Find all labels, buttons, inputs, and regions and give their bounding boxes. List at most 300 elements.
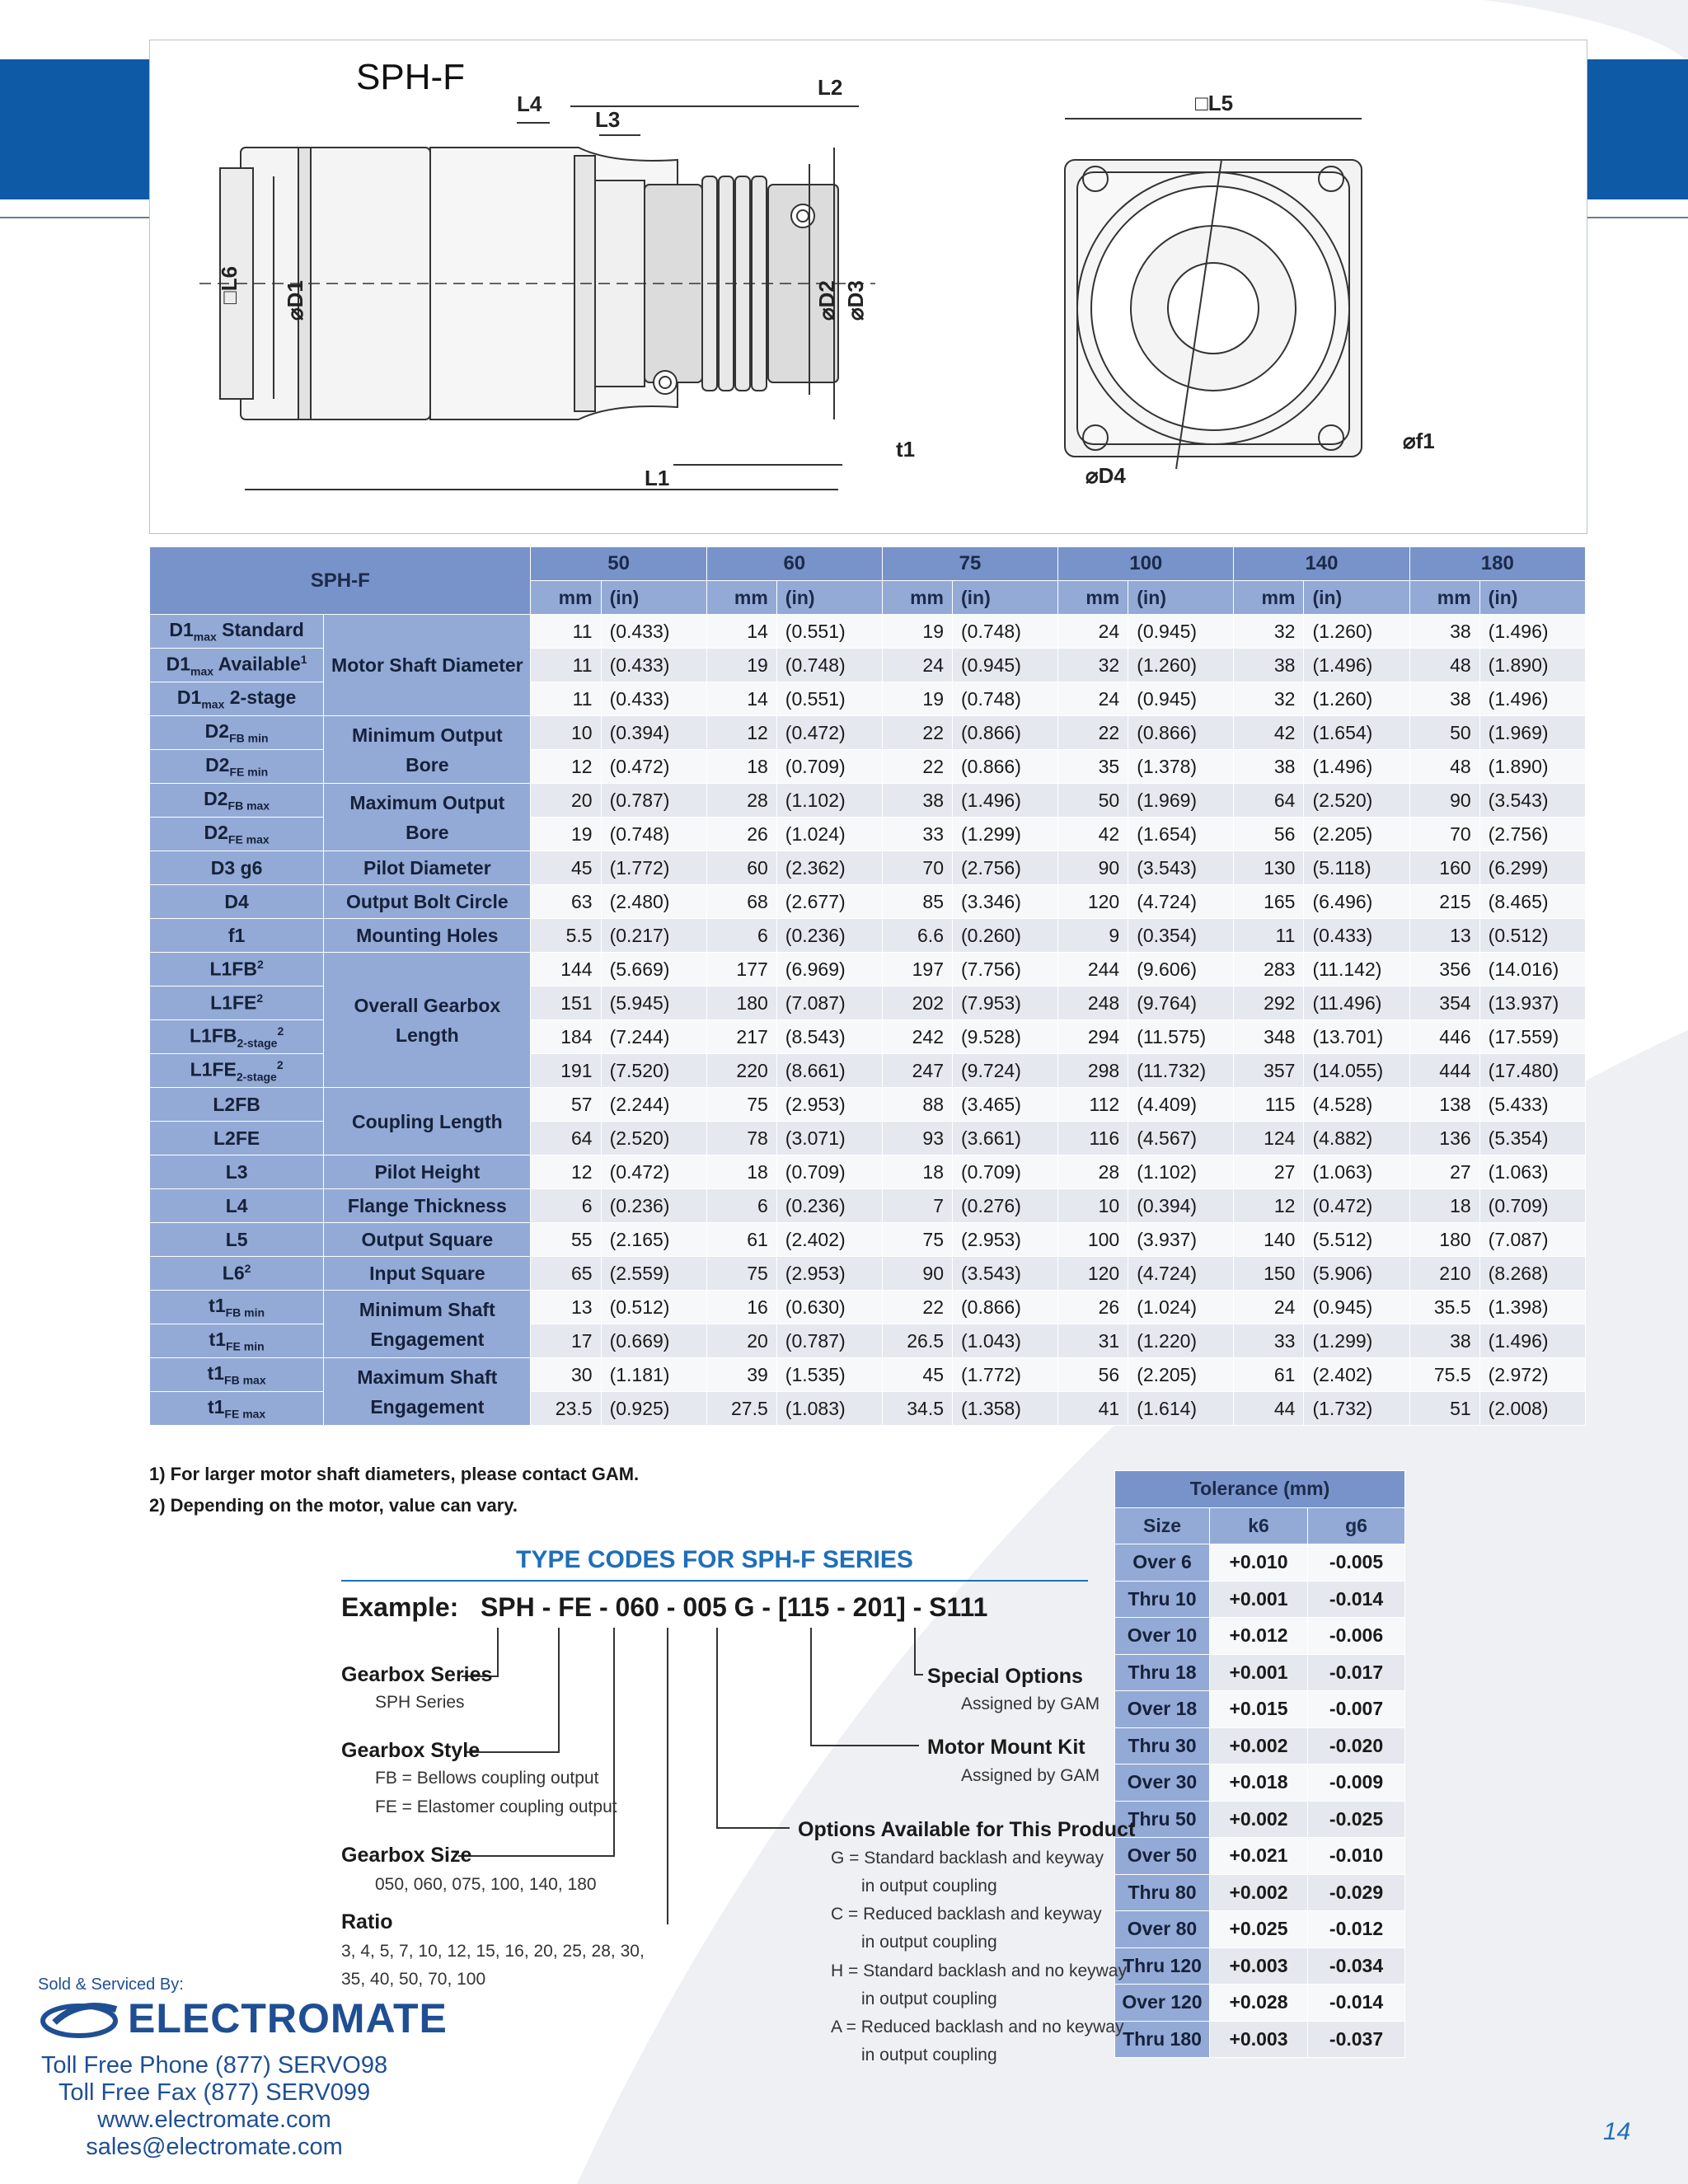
tolerance-k6: +0.002 — [1210, 1874, 1308, 1911]
option-c: C = Reduced backlash and keyway — [831, 1905, 1102, 1924]
value-mm: 38 — [1409, 615, 1479, 649]
value-in: (11.575) — [1128, 1020, 1234, 1054]
value-in: (1.772) — [953, 1358, 1058, 1392]
value-mm: 38 — [1234, 649, 1304, 682]
value-in: (1.496) — [1479, 615, 1585, 649]
value-in: (7.520) — [601, 1054, 706, 1088]
value-mm: 14 — [706, 615, 776, 649]
tolerance-g6: -0.010 — [1308, 1838, 1405, 1875]
param-code-subscript: FB min — [229, 731, 269, 745]
value-mm: 70 — [882, 851, 952, 885]
value-in: (0.276) — [953, 1189, 1058, 1223]
tolerance-size: Over 18 — [1115, 1691, 1210, 1728]
value-mm: 35.5 — [1409, 1291, 1479, 1324]
value-in: (8.543) — [776, 1020, 882, 1054]
ratio-label: Ratio — [341, 1910, 393, 1933]
value-mm: 9 — [1058, 919, 1128, 953]
value-in: (2.756) — [1479, 818, 1585, 851]
value-in: (3.543) — [1479, 784, 1585, 818]
value-mm: 41 — [1058, 1392, 1128, 1426]
value-in: (0.433) — [601, 682, 706, 716]
value-in: (1.772) — [601, 851, 706, 885]
value-in: (0.630) — [776, 1291, 882, 1324]
value-in: (0.866) — [953, 716, 1058, 750]
website-link[interactable]: www.electromate.com — [97, 2107, 331, 2133]
value-in: (5.669) — [601, 953, 706, 987]
value-in: (2.953) — [953, 1223, 1058, 1257]
value-in: (1.890) — [1479, 649, 1585, 682]
param-code-main: L4 — [225, 1194, 248, 1216]
value-mm: 35 — [1058, 750, 1128, 784]
value-in: (17.480) — [1479, 1054, 1585, 1088]
value-mm: 45 — [882, 1358, 952, 1392]
value-in: (2.972) — [1479, 1358, 1585, 1392]
value-in: (1.654) — [1304, 716, 1409, 750]
value-in: (0.945) — [1128, 615, 1234, 649]
value-in: (0.260) — [953, 919, 1058, 953]
value-mm: 48 — [1409, 750, 1479, 784]
value-in: (8.268) — [1479, 1257, 1585, 1291]
value-in: (0.551) — [776, 682, 882, 716]
toll-free-fax[interactable]: Toll Free Fax (877) SERV099 — [58, 2079, 371, 2106]
value-mm: 11 — [531, 615, 601, 649]
value-in: (0.394) — [601, 716, 706, 750]
value-mm: 248 — [1058, 987, 1128, 1020]
gearbox-series-label: Gearbox Series — [341, 1663, 493, 1686]
tolerance-k6: +0.010 — [1210, 1544, 1308, 1582]
value-in: (6.496) — [1304, 885, 1409, 919]
size-header: 180 — [1409, 547, 1585, 581]
value-in: (0.748) — [953, 682, 1058, 716]
value-mm: 138 — [1409, 1088, 1479, 1122]
value-mm: 75 — [882, 1223, 952, 1257]
value-mm: 247 — [882, 1054, 952, 1088]
value-mm: 42 — [1234, 716, 1304, 750]
value-mm: 30 — [531, 1358, 601, 1392]
value-mm: 202 — [882, 987, 952, 1020]
option-g-cont: in output coupling — [861, 1877, 997, 1896]
value-in: (14.055) — [1304, 1054, 1409, 1088]
tolerance-size: Over 120 — [1115, 1985, 1210, 2022]
value-mm: 33 — [1234, 1324, 1304, 1358]
value-in: (1.024) — [776, 818, 882, 851]
param-code-subscript: max — [201, 697, 225, 711]
value-mm: 19 — [882, 682, 952, 716]
value-mm: 220 — [706, 1054, 776, 1088]
value-in: (1.299) — [953, 818, 1058, 851]
value-in: (0.236) — [776, 919, 882, 953]
value-mm: 24 — [1234, 1291, 1304, 1324]
value-mm: 180 — [1409, 1223, 1479, 1257]
tolerance-g6: -0.009 — [1308, 1765, 1405, 1802]
param-description: Pilot Height — [324, 1155, 531, 1189]
value-mm: 160 — [1409, 851, 1479, 885]
gearbox-size-sub: 050, 060, 075, 100, 140, 180 — [375, 1875, 597, 1894]
value-mm: 6 — [706, 919, 776, 953]
value-mm: 24 — [1058, 682, 1128, 716]
email-link[interactable]: sales@electromate.com — [86, 2134, 343, 2160]
value-mm: 16 — [706, 1291, 776, 1324]
value-mm: 20 — [706, 1324, 776, 1358]
param-description: Overall Gearbox Length — [324, 953, 531, 1088]
ratio-values-1: 3, 4, 5, 7, 10, 12, 15, 16, 20, 25, 28, 30, — [341, 1942, 645, 1961]
param-description: Minimum Shaft Engagement — [324, 1291, 531, 1358]
value-mm: 244 — [1058, 953, 1128, 987]
param-code-main: L6 — [222, 1262, 245, 1284]
value-in: (1.398) — [1479, 1291, 1585, 1324]
value-mm: 7 — [882, 1189, 952, 1223]
value-mm: 116 — [1058, 1122, 1128, 1155]
value-mm: 26 — [1058, 1291, 1128, 1324]
value-mm: 210 — [1409, 1257, 1479, 1291]
toll-free-phone: Toll Free Phone (877) SERVO98 — [40, 2052, 388, 2079]
tolerance-size: Thru 10 — [1115, 1581, 1210, 1618]
value-mm: 60 — [706, 851, 776, 885]
param-description: Output Bolt Circle — [324, 885, 531, 919]
value-mm: 13 — [531, 1291, 601, 1324]
value-mm: 90 — [1409, 784, 1479, 818]
tolerance-size: Thru 18 — [1115, 1654, 1210, 1691]
param-code-main: L1FB — [189, 1024, 237, 1047]
dim-L2: L2 — [818, 75, 843, 100]
value-in: (0.787) — [776, 1324, 882, 1358]
value-mm: 217 — [706, 1020, 776, 1054]
tolerance-size: Thru 120 — [1115, 1947, 1210, 1985]
value-in: (2.244) — [601, 1088, 706, 1122]
example-code: SPH - FE - 060 - 005 G - [115 - 201] - S111 — [480, 1592, 988, 1622]
value-in: (7.953) — [953, 987, 1058, 1020]
tolerance-k6: +0.002 — [1210, 1801, 1308, 1838]
value-in: (1.969) — [1479, 716, 1585, 750]
tolerance-k6: +0.003 — [1210, 2021, 1308, 2058]
dim-f1: ⌀f1 — [1403, 429, 1435, 453]
value-mm: 70 — [1409, 818, 1479, 851]
value-in: (9.724) — [953, 1054, 1058, 1088]
value-in: (0.433) — [601, 615, 706, 649]
unit-in-header: (in) — [1479, 581, 1585, 615]
param-code-main: D2 — [204, 822, 228, 844]
param-code-subscript: 2-stage — [237, 1036, 278, 1050]
tolerance-g6: -0.017 — [1308, 1654, 1405, 1691]
value-mm: 18 — [882, 1155, 952, 1189]
value-in: (0.925) — [601, 1392, 706, 1426]
value-in: (2.205) — [1128, 1358, 1234, 1392]
param-code-main: D2 — [204, 720, 230, 743]
value-in: (11.142) — [1304, 953, 1409, 987]
param-description: Minimum Output Bore — [324, 716, 531, 784]
value-in: (5.433) — [1479, 1088, 1585, 1122]
gearbox-series-sub: SPH Series — [375, 1693, 465, 1712]
value-in: (6.299) — [1479, 851, 1585, 885]
value-in: (7.087) — [1479, 1223, 1585, 1257]
value-in: (3.937) — [1128, 1223, 1234, 1257]
sold-by-label: Sold & Serviced By: — [38, 1975, 184, 1994]
tolerance-k6: +0.015 — [1210, 1691, 1308, 1728]
tolerance-title: Tolerance (mm) — [1115, 1471, 1405, 1508]
value-in: (2.402) — [1304, 1358, 1409, 1392]
param-code-subscript: 2-stage — [236, 1070, 277, 1084]
param-code-main: t1 — [207, 1362, 225, 1385]
value-mm: 57 — [531, 1088, 601, 1122]
value-mm: 180 — [706, 987, 776, 1020]
value-mm: 191 — [531, 1054, 601, 1088]
value-in: (0.748) — [776, 649, 882, 682]
value-mm: 93 — [882, 1122, 952, 1155]
value-in: (1.260) — [1304, 682, 1409, 716]
value-in: (8.661) — [776, 1054, 882, 1088]
value-in: (0.709) — [953, 1155, 1058, 1189]
param-description: Coupling Length — [324, 1088, 531, 1155]
tolerance-g6: -0.037 — [1308, 2021, 1405, 2058]
value-mm: 357 — [1234, 1054, 1304, 1088]
tolerance-k6: +0.025 — [1210, 1911, 1308, 1948]
param-description: Output Square — [324, 1223, 531, 1257]
value-mm: 55 — [531, 1223, 601, 1257]
value-mm: 13 — [1409, 919, 1479, 953]
value-mm: 61 — [706, 1223, 776, 1257]
value-mm: 444 — [1409, 1054, 1479, 1088]
param-code-footnote: 2 — [244, 1262, 251, 1276]
param-code-subscript: FE max — [224, 1407, 266, 1421]
value-in: (1.024) — [1128, 1291, 1234, 1324]
unit-mm-header: mm — [882, 581, 952, 615]
value-mm: 112 — [1058, 1088, 1128, 1122]
footnote-1: 1) For larger motor shaft diameters, please contact GAM. — [149, 1464, 640, 1484]
value-mm: 20 — [531, 784, 601, 818]
value-mm: 12 — [531, 750, 601, 784]
tolerance-k6: +0.012 — [1210, 1618, 1308, 1655]
value-mm: 38 — [1409, 1324, 1479, 1358]
value-mm: 294 — [1058, 1020, 1128, 1054]
tolerance-g6: -0.012 — [1308, 1911, 1405, 1948]
value-mm: 215 — [1409, 885, 1479, 919]
value-in: (0.394) — [1128, 1189, 1234, 1223]
size-header: 50 — [531, 547, 706, 581]
value-in: (9.528) — [953, 1020, 1058, 1054]
value-in: (1.083) — [776, 1392, 882, 1426]
param-code-footnote: 1 — [300, 652, 307, 666]
value-in: (0.945) — [953, 649, 1058, 682]
unit-in-header: (in) — [776, 581, 882, 615]
figure-title: SPH-F — [356, 57, 465, 97]
value-mm: 18 — [706, 750, 776, 784]
value-in: (17.559) — [1479, 1020, 1585, 1054]
param-code-footnote: 2 — [277, 1024, 284, 1038]
value-in: (2.205) — [1304, 818, 1409, 851]
value-mm: 32 — [1234, 682, 1304, 716]
value-in: (0.748) — [953, 615, 1058, 649]
value-mm: 130 — [1234, 851, 1304, 885]
value-in: (1.181) — [601, 1358, 706, 1392]
value-in: (1.102) — [1128, 1155, 1234, 1189]
value-in: (0.709) — [776, 1155, 882, 1189]
value-mm: 75.5 — [1409, 1358, 1479, 1392]
tolerance-size: Over 10 — [1115, 1618, 1210, 1655]
value-mm: 120 — [1058, 885, 1128, 919]
value-in: (4.528) — [1304, 1088, 1409, 1122]
tolerance-k6: +0.002 — [1210, 1727, 1308, 1765]
value-mm: 177 — [706, 953, 776, 987]
unit-mm-header: mm — [1234, 581, 1304, 615]
options-label: Options Available for This Product — [798, 1818, 1136, 1841]
value-mm: 64 — [1234, 784, 1304, 818]
tolerance-g6: -0.025 — [1308, 1801, 1405, 1838]
value-in: (0.472) — [601, 1155, 706, 1189]
param-code-subscript: max — [190, 664, 214, 678]
tolerance-size: Over 80 — [1115, 1911, 1210, 1948]
value-mm: 140 — [1234, 1223, 1304, 1257]
value-in: (4.724) — [1128, 1257, 1234, 1291]
value-mm: 28 — [706, 784, 776, 818]
value-mm: 22 — [882, 1291, 952, 1324]
param-code-main: D4 — [224, 890, 249, 912]
value-mm: 11 — [531, 682, 601, 716]
value-mm: 151 — [531, 987, 601, 1020]
unit-in-header: (in) — [601, 581, 706, 615]
unit-mm-header: mm — [1058, 581, 1128, 615]
tolerance-size: Over 6 — [1115, 1544, 1210, 1582]
value-in: (13.701) — [1304, 1020, 1409, 1054]
dim-L3: L3 — [595, 107, 621, 132]
value-in: (0.354) — [1128, 919, 1234, 953]
value-mm: 446 — [1409, 1020, 1479, 1054]
value-in: (1.732) — [1304, 1392, 1409, 1426]
option-h-cont: in output coupling — [861, 1990, 997, 2008]
value-mm: 38 — [1409, 682, 1479, 716]
value-mm: 17 — [531, 1324, 601, 1358]
unit-in-header: (in) — [1128, 581, 1234, 615]
value-in: (0.669) — [601, 1324, 706, 1358]
value-in: (3.543) — [953, 1257, 1058, 1291]
value-mm: 19 — [882, 615, 952, 649]
value-in: (0.512) — [1479, 919, 1585, 953]
tolerance-g6: -0.029 — [1308, 1874, 1405, 1911]
value-mm: 19 — [531, 818, 601, 851]
value-mm: 348 — [1234, 1020, 1304, 1054]
value-mm: 63 — [531, 885, 601, 919]
option-c-cont: in output coupling — [861, 1933, 997, 1952]
value-in: (0.748) — [601, 818, 706, 851]
brand-name: ELECTROMATE — [128, 1995, 448, 2041]
footnote-2: 2) Depending on the motor, value can vary. — [149, 1495, 518, 1516]
value-mm: 5.5 — [531, 919, 601, 953]
size-header: 100 — [1058, 547, 1234, 581]
value-in: (0.472) — [1304, 1189, 1409, 1223]
value-in: (1.969) — [1128, 784, 1234, 818]
tolerance-g6: -0.020 — [1308, 1727, 1405, 1765]
option-g: G = Standard backlash and keyway — [831, 1849, 1104, 1868]
dim-D3: ⌀D3 — [843, 280, 868, 321]
value-mm: 48 — [1409, 649, 1479, 682]
param-code-main: t1 — [209, 1295, 226, 1317]
param-code-footnote: 2 — [276, 1057, 284, 1071]
value-in: (0.217) — [601, 919, 706, 953]
ratio-values-2: 35, 40, 50, 70, 100 — [341, 1970, 486, 1989]
tolerance-k6: +0.018 — [1210, 1765, 1308, 1802]
value-mm: 12 — [531, 1155, 601, 1189]
value-mm: 56 — [1058, 1358, 1128, 1392]
param-code-subscript: max — [193, 630, 217, 644]
value-in: (0.787) — [601, 784, 706, 818]
type-codes-title: TYPE CODES FOR SPH-F SERIES — [516, 1546, 913, 1573]
value-mm: 90 — [1058, 851, 1128, 885]
value-mm: 50 — [1058, 784, 1128, 818]
value-in: (4.724) — [1128, 885, 1234, 919]
value-mm: 34.5 — [882, 1392, 952, 1426]
value-mm: 283 — [1234, 953, 1304, 987]
value-in: (7.087) — [776, 987, 882, 1020]
param-code-subscript: FE min — [229, 765, 269, 779]
unit-mm-header: mm — [706, 581, 776, 615]
dim-L5: □L5 — [1195, 91, 1234, 115]
value-in: (2.165) — [601, 1223, 706, 1257]
tolerance-g6: -0.006 — [1308, 1618, 1405, 1655]
value-mm: 61 — [1234, 1358, 1304, 1392]
value-in: (2.362) — [776, 851, 882, 885]
unit-in-header: (in) — [1304, 581, 1409, 615]
value-in: (13.937) — [1479, 987, 1585, 1020]
value-in: (0.551) — [776, 615, 882, 649]
value-in: (2.480) — [601, 885, 706, 919]
value-in: (3.346) — [953, 885, 1058, 919]
param-code-suffix: Standard — [216, 619, 304, 641]
value-in: (7.244) — [601, 1020, 706, 1054]
value-in: (2.953) — [776, 1088, 882, 1122]
value-mm: 124 — [1234, 1122, 1304, 1155]
value-mm: 50 — [1409, 716, 1479, 750]
value-in: (1.220) — [1128, 1324, 1234, 1358]
value-mm: 18 — [706, 1155, 776, 1189]
tolerance-k6: +0.003 — [1210, 1947, 1308, 1985]
value-mm: 24 — [882, 649, 952, 682]
value-in: (14.016) — [1479, 953, 1585, 987]
tolerance-g6: -0.005 — [1308, 1544, 1405, 1582]
value-in: (1.063) — [1479, 1155, 1585, 1189]
value-mm: 10 — [1058, 1189, 1128, 1223]
value-mm: 56 — [1234, 818, 1304, 851]
param-code-main: L2FE — [213, 1127, 260, 1149]
param-code-main: L3 — [225, 1160, 248, 1183]
param-code-footnote: 2 — [256, 958, 264, 972]
tolerance-size: Over 50 — [1115, 1838, 1210, 1875]
value-in: (4.882) — [1304, 1122, 1409, 1155]
param-code-subscript: FB max — [224, 1373, 266, 1387]
value-mm: 64 — [531, 1122, 601, 1155]
value-mm: 197 — [882, 953, 952, 987]
tolerance-header-size: Size — [1115, 1507, 1210, 1544]
tolerance-g6: -0.014 — [1308, 1581, 1405, 1618]
value-mm: 65 — [531, 1257, 601, 1291]
value-in: (2.008) — [1479, 1392, 1585, 1426]
param-description: Pilot Diameter — [324, 851, 531, 885]
param-code-main: t1 — [207, 1396, 225, 1418]
value-mm: 75 — [706, 1088, 776, 1122]
param-code-main: L2FB — [213, 1093, 260, 1115]
tolerance-header-k6: k6 — [1210, 1507, 1308, 1544]
value-in: (1.260) — [1128, 649, 1234, 682]
value-mm: 19 — [706, 649, 776, 682]
tolerance-k6: +0.001 — [1210, 1654, 1308, 1691]
value-in: (0.433) — [1304, 919, 1409, 953]
value-in: (1.654) — [1128, 818, 1234, 851]
tolerance-size: Thru 30 — [1115, 1727, 1210, 1765]
value-in: (5.118) — [1304, 851, 1409, 885]
value-mm: 100 — [1058, 1223, 1128, 1257]
param-code-main: L1FE — [190, 1058, 237, 1080]
value-in: (6.969) — [776, 953, 882, 987]
value-in: (0.709) — [776, 750, 882, 784]
dim-t1: t1 — [896, 437, 916, 462]
